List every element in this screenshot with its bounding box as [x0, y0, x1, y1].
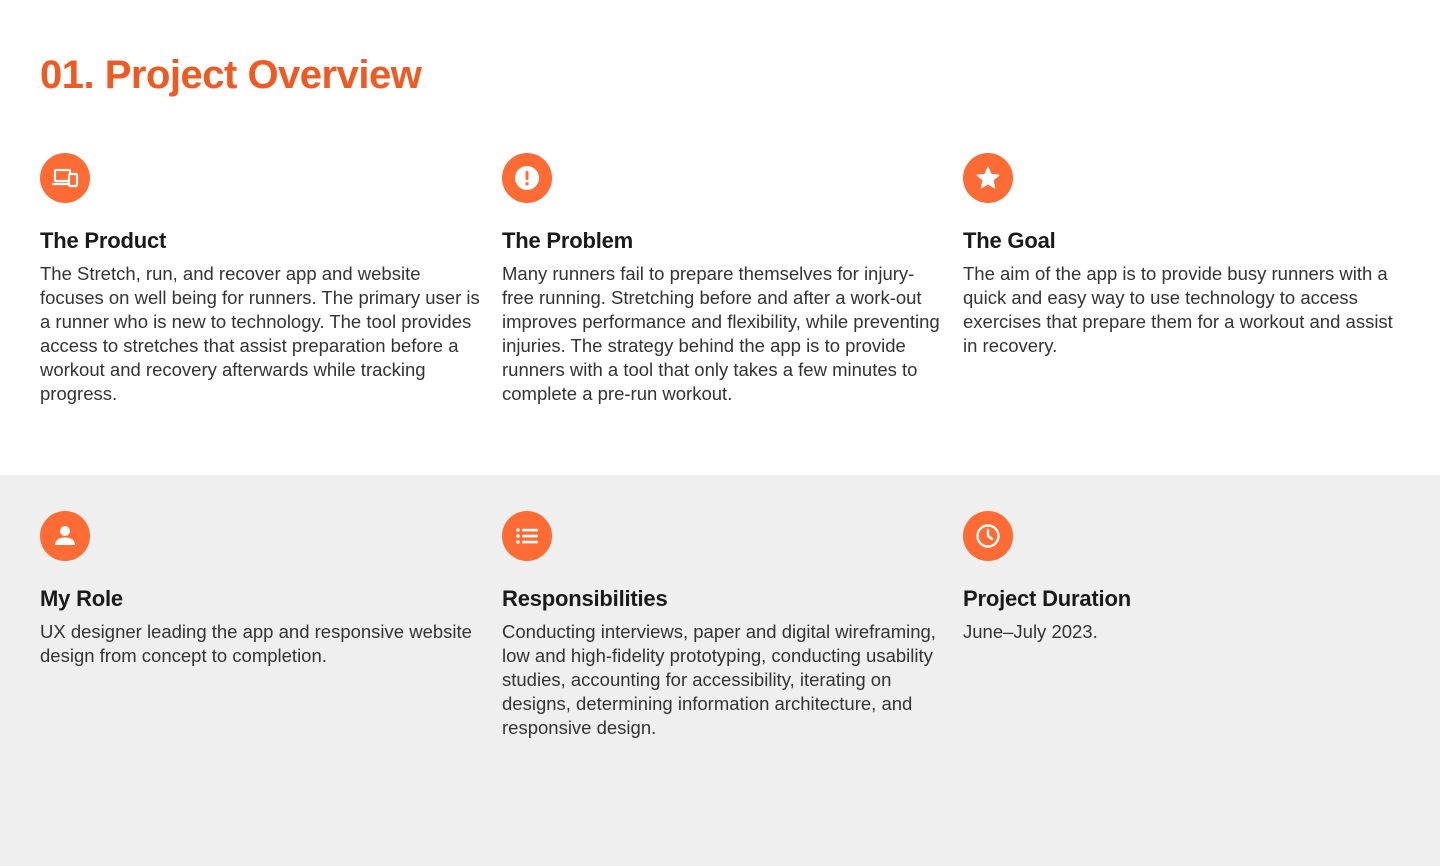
- card-responsibilities: [502, 511, 942, 740]
- card-body: The aim of the app is to provide busy runners with a quick and easy way to use technology to access exercises that prepare them for a workout and assist in recovery.: [963, 263, 1393, 356]
- overview-bottom-section: [0, 475, 1440, 866]
- card-title: The Product: [40, 228, 167, 253]
- clock-icon: [963, 511, 1013, 561]
- list-icon: [502, 511, 552, 561]
- card-problem: [502, 153, 942, 406]
- card-duration: [963, 511, 1403, 644]
- card-body: June–July 2023.: [963, 621, 1098, 642]
- card-body: Many runners fail to prepare themselves for injury-free running. Stretching before and after a work-out improves performance and flexibility, while preventing injuries. The strategy behind the app is to provide runners with a tool that only takes a few minutes to complete a pre-run workout.: [502, 263, 940, 404]
- alert-icon: [502, 153, 552, 203]
- card-title: The Goal: [963, 228, 1056, 253]
- card-title: My Role: [40, 586, 123, 611]
- card-title: Responsibilities: [502, 586, 668, 611]
- card-goal: [963, 153, 1403, 358]
- devices-icon: [40, 153, 90, 203]
- card-body: UX designer leading the app and responsive website design from concept to completion.: [40, 621, 472, 666]
- star-icon: [963, 153, 1013, 203]
- person-icon: [40, 511, 90, 561]
- card-body: The Stretch, run, and recover app and website focuses on well being for runners. The primary user is a runner who is new to technology. The tool provides access to stretches that assist preparation before a workout and recovery afterwards while tracking progress.: [40, 263, 480, 404]
- card-body: Conducting interviews, paper and digital wireframing, low and high-fidelity prototyping, conducting usability studies, accounting for accessibility, iterating on designs, determining information architecture, and responsive design.: [502, 621, 936, 738]
- card-title: The Problem: [502, 228, 634, 253]
- card-title: Project Duration: [963, 586, 1131, 611]
- card-product: [40, 153, 480, 406]
- page-title: 01. Project Overview: [40, 53, 422, 97]
- card-role: [40, 511, 480, 668]
